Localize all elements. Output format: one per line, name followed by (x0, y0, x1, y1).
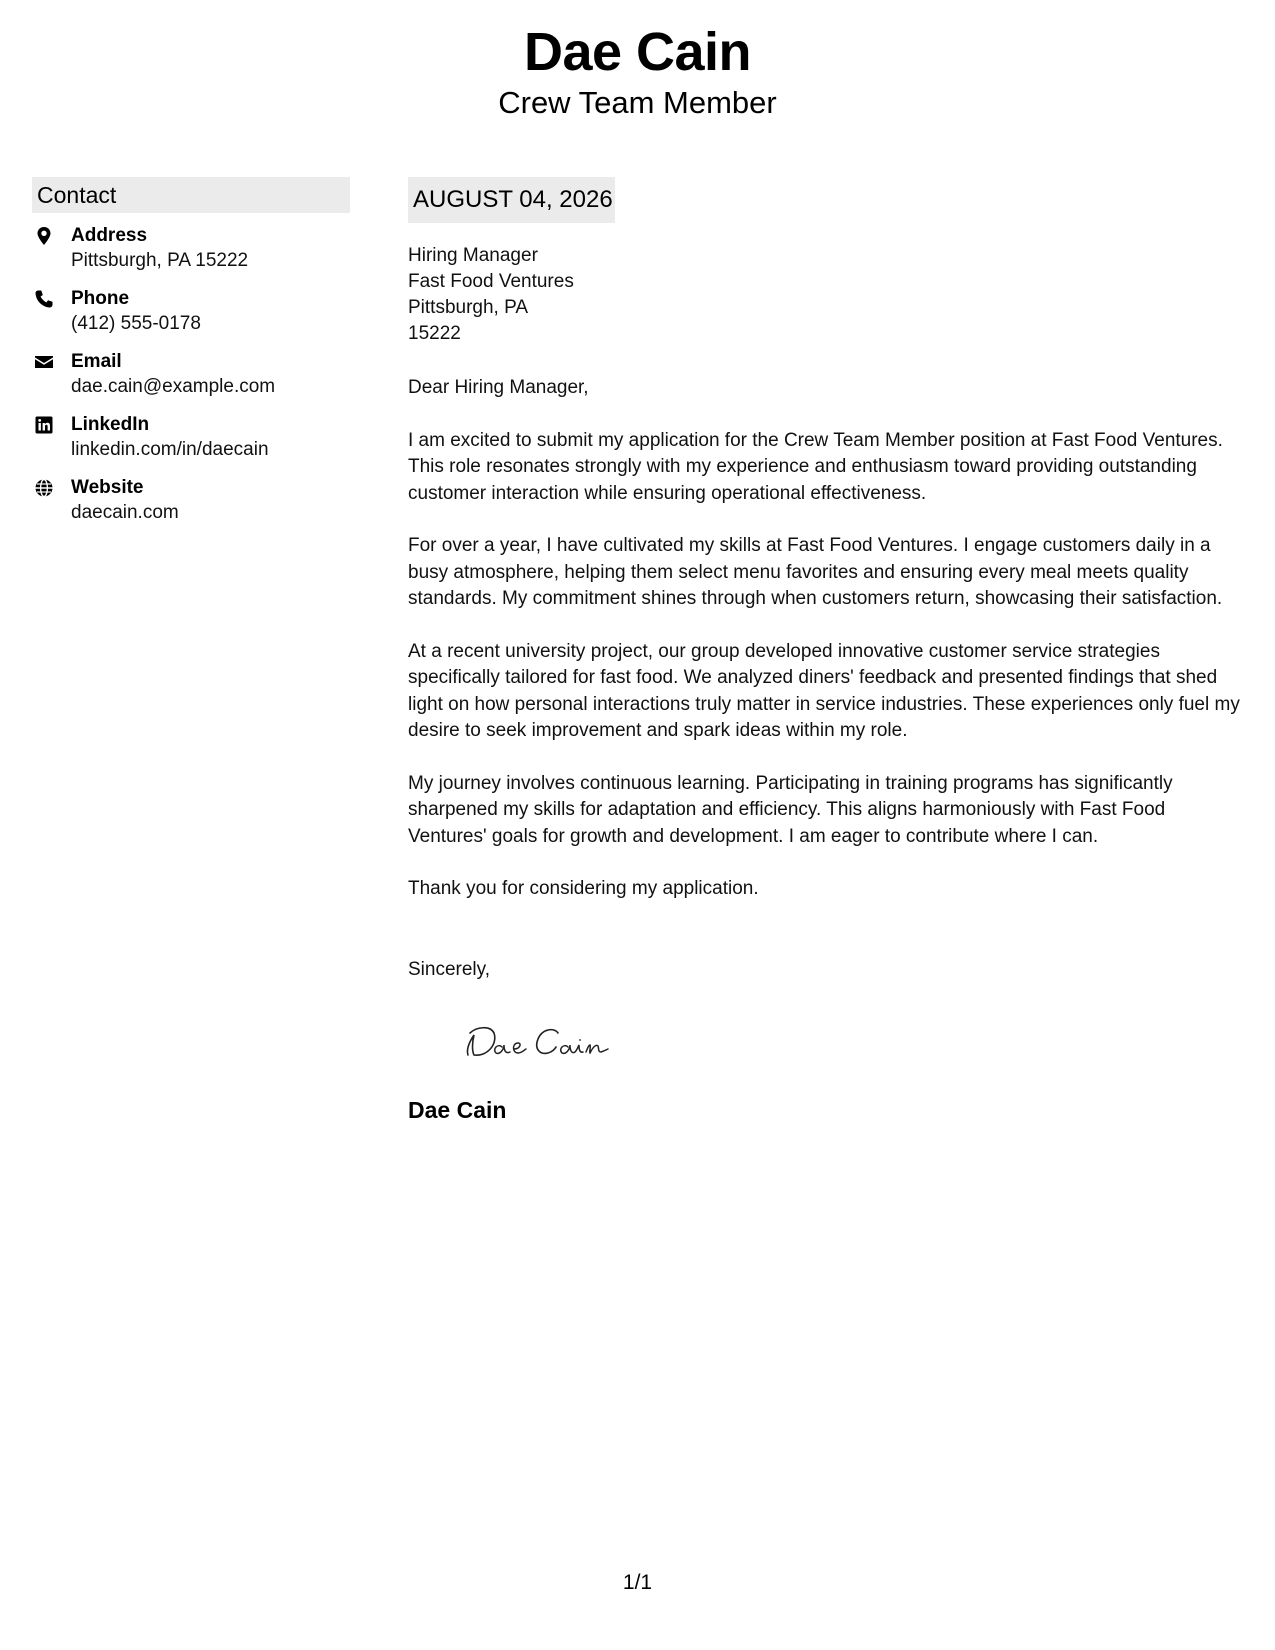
letter-date: AUGUST 04, 2026 (408, 177, 615, 223)
body-paragraph: Thank you for considering my application. (408, 878, 759, 899)
recipient-line: Pittsburgh, PA (408, 297, 529, 318)
letter-body (408, 177, 1248, 1124)
closing: Sincerely, (408, 958, 491, 980)
contact-item-phone (32, 286, 350, 349)
contact-label-website: Website (71, 477, 144, 498)
contact-value-phone: (412) 555-0178 (71, 313, 201, 334)
recipient-line: Hiring Manager (408, 245, 538, 266)
page-number: 1/1 (622, 1571, 653, 1594)
applicant-name: Dae Cain (523, 22, 752, 82)
contact-item-email (32, 349, 350, 412)
globe-icon (34, 478, 54, 498)
contact-label-linkedin: LinkedIn (71, 414, 150, 435)
phone-icon (34, 289, 54, 309)
handwritten-signature (462, 1019, 622, 1061)
contact-label-address: Address (71, 225, 148, 246)
contact-heading: Contact (32, 177, 350, 213)
contact-value-address: Pittsburgh, PA 15222 (71, 250, 249, 271)
body-paragraph: My journey involves continuous learning. Participating in training programs has significantly sharpened my skills for adaptation and efficiency. This aligns harmoniously with Fast Food Ventures' goals for growth and development. I am eager to contribute where I can. (408, 772, 1173, 847)
recipient-block (408, 243, 1248, 347)
contact-item-website (32, 475, 350, 538)
applicant-job-title: Crew Team Member (498, 85, 777, 120)
contact-item-linkedin (32, 412, 350, 475)
contact-value-email: dae.cain@example.com (71, 376, 276, 397)
map-pin-icon (34, 226, 54, 246)
contact-item-address (32, 223, 350, 286)
contact-value-website: daecain.com (71, 502, 179, 523)
contact-sidebar (32, 177, 350, 538)
signer-name: Dae Cain (408, 1097, 507, 1123)
greeting: Dear Hiring Manager, (408, 377, 589, 398)
body-paragraph: I am excited to submit my application for the Crew Team Member position at Fast Food Ventures. This role resonates strongly with my experience and enthusiasm toward providing outstanding customer interaction while ensuring operational effectiveness. (408, 429, 1223, 504)
contact-list (32, 223, 350, 538)
linkedin-icon (34, 415, 54, 435)
recipient-line: Fast Food Ventures (408, 271, 574, 292)
contact-label-phone: Phone (71, 288, 130, 309)
letter-header (0, 20, 1275, 122)
contact-value-linkedin: linkedin.com/in/daecain (71, 439, 269, 460)
body-paragraph: At a recent university project, our group developed innovative customer service strategies specifically tailored for fast food. We analyzed diners' feedback and presented findings that shed light on how personal interactions truly matter in service industries. These experiences only fuel my desire to seek improvement and spark ideas within my role. (408, 640, 1240, 741)
body-paragraph: For over a year, I have cultivated my skills at Fast Food Ventures. I engage customers daily in a busy atmosphere, helping them select menu favorites and ensuring every meal meets quality standards. My commitment shines through when customers return, showcasing their satisfaction. (408, 535, 1223, 609)
contact-label-email: Email (71, 351, 122, 372)
recipient-line: 15222 (408, 323, 461, 344)
envelope-icon (34, 352, 54, 372)
